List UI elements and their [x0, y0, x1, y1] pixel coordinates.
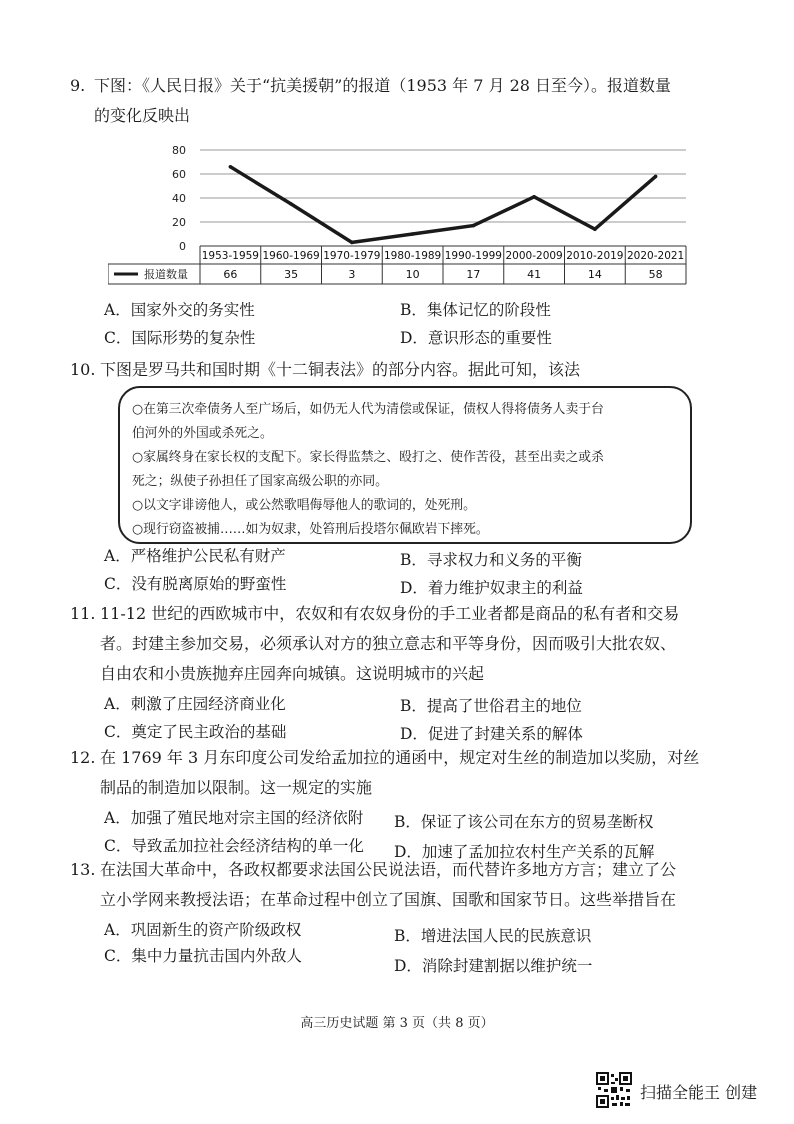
x-category-label: 1980-1989 [384, 250, 442, 262]
option-b[interactable]: B．寻求权力和义务的平衡 [400, 551, 582, 569]
option-a[interactable]: A．加强了殖民地对宗主国的经济依附 [104, 809, 364, 827]
excerpt-line: ○现行窃盗被捕……如为奴隶，处笞刑后投塔尔佩欧岩下摔死。 [132, 522, 489, 537]
option-c[interactable]: C．集中力量抗击国内外敌人 [104, 947, 302, 965]
question-text-line: 下图是罗马共和国时期《十二铜表法》的部分内容。据此可知，该法 [100, 360, 581, 379]
page-footer: 高三历史试题 第 3 页（共 8 页） [300, 1016, 494, 1031]
excerpt-line: ○以文字诽谤他人，或公然歌唱侮辱他人的歌词的，处死刑。 [132, 498, 476, 513]
question-number: 13. [70, 860, 96, 879]
excerpt-line: 死之；纵使子孙担任了国家高级公职的亦同。 [132, 474, 388, 489]
question-text-line: 制品的制造加以限制。这一规定的实施 [100, 778, 373, 797]
x-category-label: 1953-1959 [201, 250, 259, 262]
data-value-label: 14 [587, 268, 602, 281]
option-b[interactable]: B．集体记忆的阶段性 [400, 301, 551, 319]
data-point [411, 232, 415, 236]
option-b[interactable]: B．增进法国人民的民族意识 [394, 927, 592, 945]
data-point [593, 227, 597, 231]
question-text-line: 立小学网来教授法语；在革命过程中创立了国旗、国歌和国家节日。这些举措旨在 [100, 890, 677, 909]
series-line [230, 167, 655, 243]
data-value-label: 58 [648, 268, 663, 281]
data-point [654, 175, 658, 179]
option-c[interactable]: C．没有脱离原始的野蛮性 [104, 575, 287, 593]
report-count-chart [108, 140, 688, 290]
y-tick-label: 80 [172, 144, 186, 157]
data-point [289, 202, 293, 206]
data-point [532, 195, 536, 199]
option-d[interactable]: D．消除封建割据以维护统一 [394, 957, 593, 975]
data-value-label: 3 [348, 268, 356, 281]
question-text-line: 的变化反映出 [94, 106, 191, 125]
x-category-label: 2010-2019 [566, 250, 624, 262]
question-number: 12. [70, 748, 96, 767]
y-tick-label: 60 [172, 168, 186, 181]
option-d[interactable]: D．促进了封建关系的解体 [400, 725, 583, 743]
y-tick-label: 40 [172, 192, 186, 205]
x-category-label: 2020-2021 [627, 250, 685, 262]
question-text-line: 在 1769 年 3 月东印度公司发给孟加拉的通函中，规定对生丝的制造加以奖励，对丝 [100, 748, 700, 767]
option-c[interactable]: C．导致孟加拉社会经济结构的单一化 [104, 837, 364, 855]
option-c[interactable]: C．奠定了民主政治的基础 [104, 723, 287, 741]
x-category-label: 2000-2009 [505, 250, 563, 262]
option-d[interactable]: D．着力维护奴隶主的利益 [400, 579, 583, 597]
twelve-tables-excerpt-box [118, 386, 692, 544]
option-d[interactable]: D．意识形态的重要性 [400, 329, 552, 347]
y-tick-label: 0 [179, 240, 186, 253]
question-text-line: 11-12 世纪的西欧城市中，农奴和有农奴身份的手工业者都是商品的私有者和交易 [100, 604, 680, 623]
excerpt-line: 伯河外的外国或杀死之。 [132, 426, 273, 441]
option-a[interactable]: A．严格维护公民私有财产 [104, 547, 286, 565]
question-text-line: 下图：《人民日报》关于“抗美援朝”的报道（1953 年 7 月 28 日至今）。报道数量 [94, 76, 672, 95]
option-b[interactable]: B．提高了世俗君主的地位 [400, 697, 582, 715]
y-tick-label: 20 [172, 216, 186, 229]
question-text-line: 在法国大革命中，各政权都要求法国公民说法语，而代替许多地方方言；建立了公 [100, 860, 677, 879]
option-c[interactable]: C．国际形势的复杂性 [104, 329, 256, 347]
data-point [229, 165, 233, 169]
x-category-label: 1990-1999 [444, 250, 502, 262]
x-category-label: 1960-1969 [262, 250, 320, 262]
scanner-watermark: 扫描全能王 创建 [640, 1083, 758, 1102]
data-value-label: 66 [223, 268, 238, 281]
data-value-label: 41 [527, 268, 542, 281]
legend-label: 报道数量 [144, 268, 188, 281]
option-b[interactable]: B．保证了该公司在东方的贸易垄断权 [394, 813, 654, 831]
question-text-line: 者。封建主参加交易，必须承认对方的独立意志和平等身份，因而吸引大批农奴、 [100, 634, 677, 653]
option-a[interactable]: A．刺激了庄园经济商业化 [104, 695, 286, 713]
data-point [350, 241, 354, 245]
excerpt-line: ○家属终身在家长权的支配下。家长得监禁之、殴打之、使作苦役，甚至出卖之或杀 [132, 450, 604, 465]
qr-code-icon [596, 1072, 632, 1108]
question-number: 10. [70, 360, 96, 379]
option-a[interactable]: A．国家外交的务实性 [104, 301, 255, 319]
data-point [472, 224, 476, 228]
excerpt-line: ○在第三次牵债务人至广场后，如仍无人代为清偿或保证，债权人得将债务人卖于台 [132, 402, 604, 417]
question-text-line: 自由农和小贵族抛弃庄园奔向城镇。这说明城市的兴起 [100, 664, 485, 683]
data-value-label: 17 [466, 268, 481, 281]
data-value-label: 35 [284, 268, 299, 281]
question-number: 11. [70, 604, 96, 623]
option-d[interactable]: D．加速了孟加拉农村生产关系的瓦解 [394, 843, 655, 861]
x-category-label: 1970-1979 [323, 250, 381, 262]
data-value-label: 10 [405, 268, 420, 281]
question-number: 9. [70, 76, 86, 95]
option-a[interactable]: A．巩固新生的资产阶级政权 [104, 921, 302, 939]
